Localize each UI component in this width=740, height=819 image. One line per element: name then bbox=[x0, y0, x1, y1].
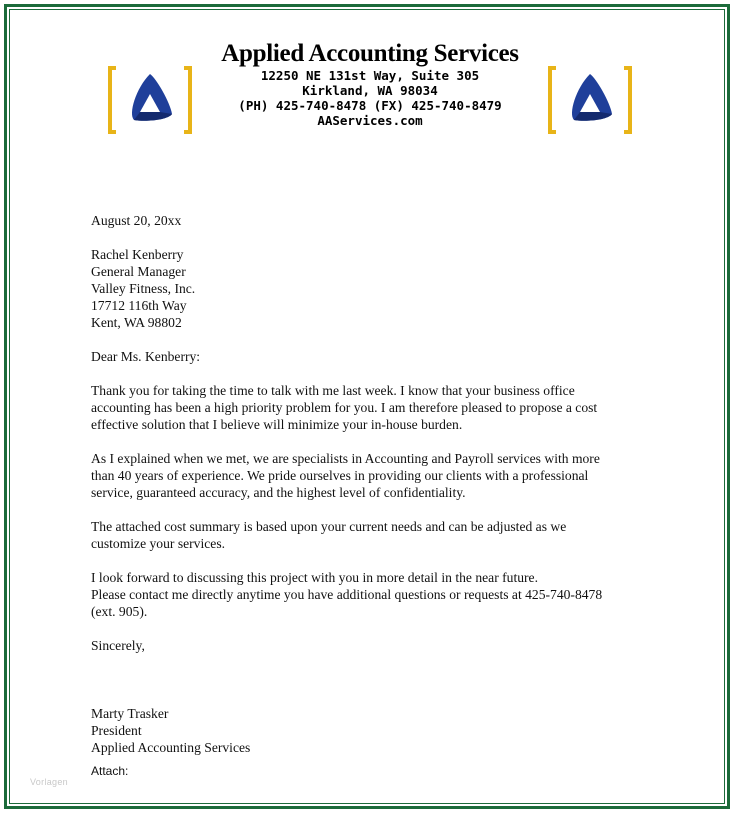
company-logo-icon bbox=[546, 64, 634, 136]
recipient-name: Rachel Kenberry bbox=[91, 247, 184, 262]
paragraph bbox=[91, 382, 651, 433]
signer-title: President bbox=[91, 723, 142, 738]
paragraph-line: customize your services. bbox=[91, 536, 226, 551]
paragraph-line: I look forward to discussing this project with you in more detail in the near future. bbox=[91, 570, 538, 585]
recipient-company: Valley Fitness, Inc. bbox=[91, 281, 196, 296]
paragraph-line: (ext. 905). bbox=[91, 604, 148, 619]
paragraph-line: service, guaranteed accuracy, and the highest level of confidentiality. bbox=[91, 485, 466, 500]
letter-body bbox=[91, 212, 651, 756]
website: AAServices.com bbox=[317, 113, 423, 128]
signer-name: Marty Trasker bbox=[91, 706, 169, 721]
salutation: Dear Ms. Kenberry: bbox=[91, 349, 201, 364]
closing: Sincerely, bbox=[91, 638, 145, 653]
paragraph-line: effective solution that I believe will minimize your in-house burden. bbox=[91, 417, 463, 432]
paragraph bbox=[91, 518, 651, 552]
recipient-address bbox=[91, 246, 651, 331]
recipient-city: Kent, WA 98802 bbox=[91, 315, 182, 330]
letter-date: August 20, 20xx bbox=[91, 213, 182, 228]
paragraph bbox=[91, 450, 651, 501]
signature-block bbox=[91, 705, 651, 756]
letterhead bbox=[200, 40, 540, 128]
recipient-title: General Manager bbox=[91, 264, 186, 279]
company-logo-icon bbox=[106, 64, 194, 136]
street-address: 12250 NE 131st Way, Suite 305 bbox=[260, 68, 480, 83]
signer-company: Applied Accounting Services bbox=[91, 740, 251, 755]
company-name: Applied Accounting Services bbox=[221, 40, 519, 67]
paragraph bbox=[91, 569, 651, 620]
paragraph-line: Please contact me directly anytime you have additional questions or requests at 425-740-8478 bbox=[91, 587, 603, 602]
city-state-zip: Kirkland, WA 98034 bbox=[302, 83, 438, 98]
watermark: Vorlagen bbox=[30, 777, 68, 787]
paragraph-line: than 40 years of experience. We pride ourselves in providing our clients with a professional bbox=[91, 468, 589, 483]
paragraph-line: accounting has been a high priority problem for you. I am therefore pleased to propose a cost bbox=[91, 400, 598, 415]
recipient-street: 17712 116th Way bbox=[91, 298, 187, 313]
paragraph-line: Thank you for taking the time to talk with me last week. I know that your business office bbox=[91, 383, 575, 398]
paragraph-line: As I explained when we met, we are specialists in Accounting and Payroll services with more bbox=[91, 451, 600, 466]
attach-label: Attach: bbox=[91, 764, 129, 778]
paragraph-line: The attached cost summary is based upon your current needs and can be adjusted as we bbox=[91, 519, 567, 534]
phone-fax: (PH) 425-740-8478 (FX) 425-740-8479 bbox=[238, 98, 502, 113]
